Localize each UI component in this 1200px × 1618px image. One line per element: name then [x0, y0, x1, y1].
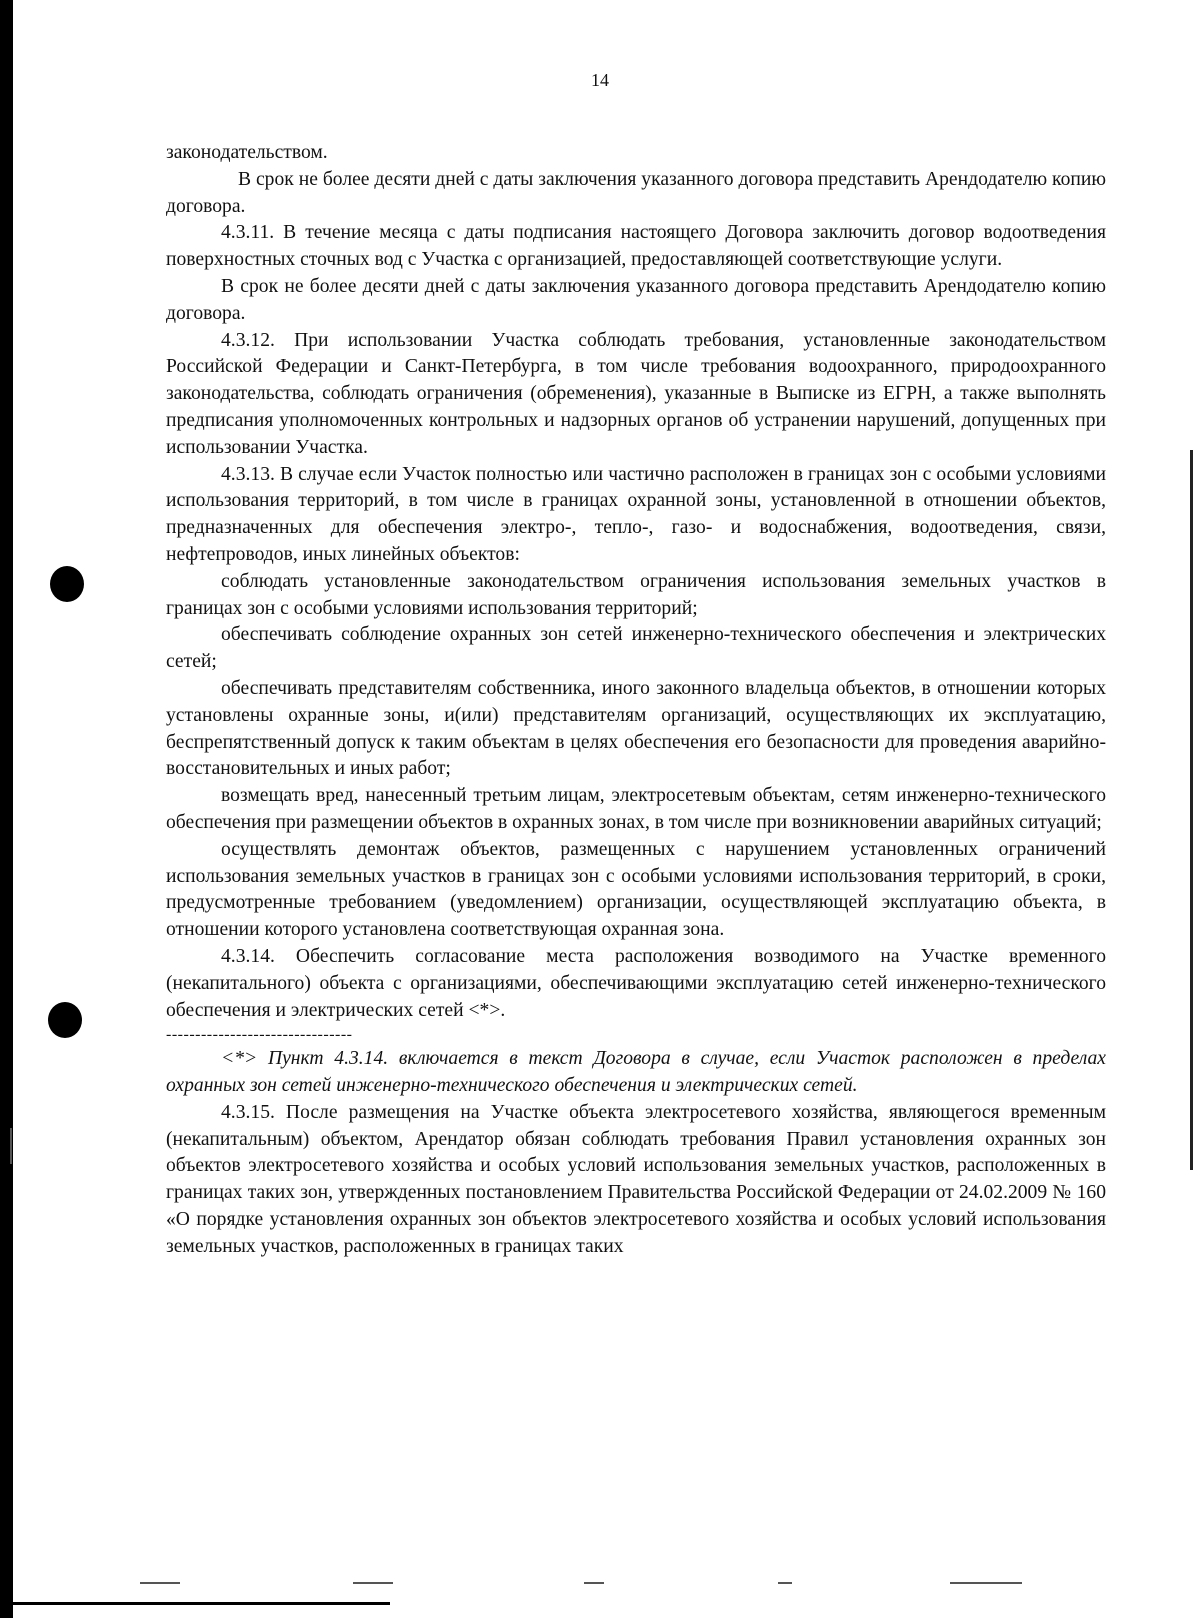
footnote: <*> Пункт 4.3.14. включается в текст Договора в случае, если Участок расположен в пределах охранных зон сетей инженерно-технического обеспечения и электрических сетей. — [166, 1048, 1106, 1097]
paragraph-clause-4-3-12: 4.3.12. При использовании Участка соблюдать требования, установленные законодательством Российской Федерации и Санкт-Петербурга, в том числе требования водоохранного, природоохранного законодательства, соблюдать ограничения (обременения), указанные в Выписке из ЕГРН, а также выполнять предписания уполномоченных контрольных и надзорных органов об устранении нарушений, допущенных при использовании Участка. — [166, 329, 1106, 458]
punch-hole-bottom — [48, 1002, 82, 1038]
paragraph-clause-4-3-13: 4.3.13. В случае если Участок полностью или частично расположен в границах зон с особыми условиями использования территорий, в том числе в границах охранной зоны, установленной в отношении объектов, предназначенных для обеспечения электро-, тепло-, газо- и водоснабжения, водоотведения, связи, нефтепроводов, иных линейных объектов: — [166, 463, 1106, 565]
page-number: 14 — [591, 70, 609, 90]
scan-artifact — [584, 1582, 604, 1584]
paragraph: В срок не более десяти дней с даты заключения указанного договора представить Арендодателю копию договора. — [166, 275, 1106, 324]
paragraph: соблюдать установленные законодательством ограничения использования земельных участков в границах зон с особыми условиями использования территорий; — [166, 570, 1106, 619]
scan-bottom-edge — [0, 1602, 390, 1605]
scan-artifact — [140, 1582, 180, 1584]
paragraph: осуществлять демонтаж объектов, размещенных с нарушением установленных ограничений использования земельных участков в границах зон с особыми условиями использования территорий, в сроки, предусмотренные требованием (уведомлением) организации, осуществляющей эксплуатацию объекта, в отношении которого установлена соответствующая охранная зона. — [166, 838, 1106, 941]
paragraph: В срок не более десяти дней с даты заключения указанного договора представить Арендодателю копию договора. — [166, 168, 1106, 217]
paragraph: обеспечивать представителям собственника, иного законного владельца объектов, в отношении которых установлены охранные зоны, и(или) представителям организаций, осуществляющих их эксплуатацию, беспрепятственный допуск к таким объектам в целях обеспечения его безопасности для проведения аварийно-восстановительных и иных работ; — [166, 677, 1106, 780]
paragraph: обеспечивать соблюдение охранных зон сетей инженерно-технического обеспечения и электрических сетей; — [166, 624, 1106, 673]
scan-artifact — [353, 1582, 393, 1584]
paragraph: законодательством. — [166, 142, 328, 163]
paragraph-clause-4-3-14: 4.3.14. Обеспечить согласование места расположения возводимого на Участке временного (некапитального) объекта с организациями, обеспечивающими эксплуатацию сетей инженерно-технического обеспечения и электрических сетей <*>. — [166, 945, 1106, 1021]
footnote-separator: -------------------------------- — [166, 1026, 353, 1044]
scan-left-mark — [10, 1128, 12, 1164]
paragraph-clause-4-3-11: 4.3.11. В течение месяца с даты подписания настоящего Договора заключить договор водоотведения поверхностных сточных вод с Участка с организацией, предоставляющей соответствующие услуги. — [166, 222, 1106, 271]
paragraph: возмещать вред, нанесенный третьим лицам, электросетевым объектам, сетям инженерно-технического обеспечения при размещении объектов в охранных зонах, в том числе при возникновении аварийных ситуаций; — [166, 785, 1106, 833]
scan-left-edge — [0, 0, 13, 1618]
scan-artifact — [778, 1582, 792, 1584]
paragraph-clause-4-3-15: 4.3.15. После размещения на Участке объекта электросетевого хозяйства, являющегося временным (некапитальным) объектом, Арендатор обязан соблюдать требования Правил установления охранных зон объектов электросетевого хозяйства и особых условий использования земельных участков, расположенных в границах таких зон, утвержденных постановлением Правительства Российской Федерации от 24.02.2009 № 160 «О порядке установления охранных зон объектов электросетевого хозяйства и особых условий использования земельных участков, расположенных в границах таких — [166, 1101, 1106, 1257]
punch-hole-top — [50, 566, 84, 602]
document-body — [166, 140, 1106, 1261]
scan-artifact — [950, 1582, 1022, 1584]
scan-right-edge — [1190, 450, 1193, 1170]
